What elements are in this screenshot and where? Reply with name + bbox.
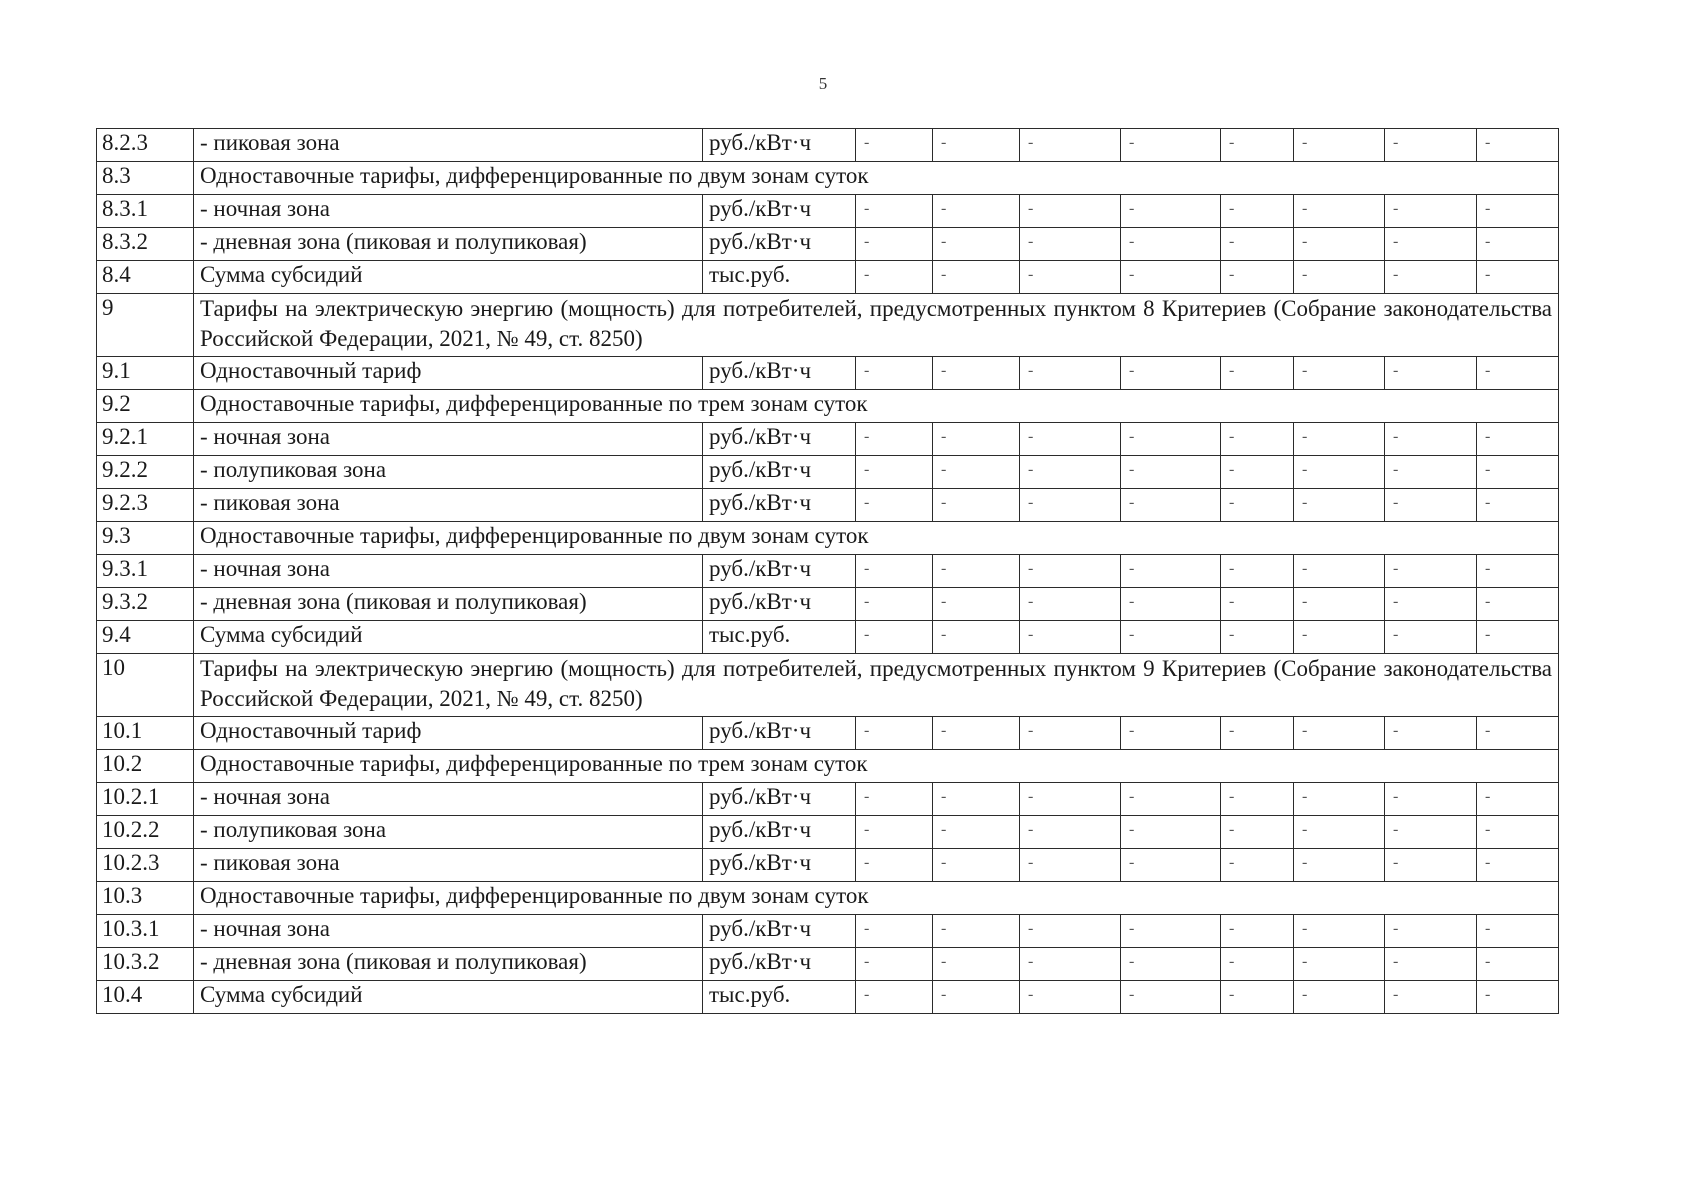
value-cell: - (1477, 849, 1559, 882)
value-cell: - (1020, 783, 1121, 816)
table-row (97, 750, 1559, 783)
row-name: - полупиковая зона (194, 816, 703, 849)
value-cell: - (1294, 948, 1385, 981)
value-cell: - (1221, 228, 1294, 261)
table-row (97, 621, 1559, 654)
value-cell: - (1121, 456, 1221, 489)
value-cell: - (1294, 261, 1385, 294)
value-cell: - (1221, 849, 1294, 882)
value-cell: - (1020, 228, 1121, 261)
table-row (97, 261, 1559, 294)
value-cell: - (1121, 948, 1221, 981)
value-cell: - (1294, 357, 1385, 390)
value-cell: - (1294, 816, 1385, 849)
row-code: 8.4 (97, 261, 194, 294)
value-cell: - (1385, 129, 1477, 162)
row-unit: руб./кВт·ч (703, 357, 856, 390)
table-row (97, 882, 1559, 915)
value-cell: - (1121, 717, 1221, 750)
table-row (97, 948, 1559, 981)
row-unit: руб./кВт·ч (703, 489, 856, 522)
value-cell: - (856, 555, 933, 588)
row-code: 8.2.3 (97, 129, 194, 162)
value-cell: - (1477, 129, 1559, 162)
value-cell: - (1121, 228, 1221, 261)
subsection-heading: Одноставочные тарифы, дифференцированные по двум зонам суток (194, 162, 1559, 195)
subsection-heading: Одноставочные тарифы, дифференцированные по трем зонам суток (194, 390, 1559, 423)
table-row (97, 816, 1559, 849)
row-unit: тыс.руб. (703, 261, 856, 294)
value-cell: - (1294, 588, 1385, 621)
value-cell: - (933, 948, 1020, 981)
row-unit: руб./кВт·ч (703, 423, 856, 456)
value-cell: - (1221, 948, 1294, 981)
table-row (97, 555, 1559, 588)
value-cell: - (1477, 588, 1559, 621)
value-cell: - (1121, 555, 1221, 588)
value-cell: - (933, 621, 1020, 654)
subsection-heading: Одноставочные тарифы, дифференцированные по трем зонам суток (194, 750, 1559, 783)
row-code: 8.3.1 (97, 195, 194, 228)
value-cell: - (1121, 621, 1221, 654)
value-cell: - (1020, 456, 1121, 489)
row-unit: руб./кВт·ч (703, 195, 856, 228)
value-cell: - (856, 261, 933, 294)
value-cell: - (1385, 456, 1477, 489)
value-cell: - (856, 816, 933, 849)
value-cell: - (1477, 357, 1559, 390)
table-row (97, 489, 1559, 522)
row-unit: руб./кВт·ч (703, 228, 856, 261)
value-cell: - (1020, 621, 1121, 654)
value-cell: - (1385, 261, 1477, 294)
section-heading: Тарифы на электрическую энергию (мощность) для потребителей, предусмотренных пунктом 8 Критериев (Собрание законодательства Российской Федерации, 2021, № 49, ст. 8250) (194, 294, 1559, 357)
row-name: - ночная зона (194, 555, 703, 588)
row-name: - дневная зона (пиковая и полупиковая) (194, 948, 703, 981)
value-cell: - (1294, 915, 1385, 948)
row-code: 10.2.3 (97, 849, 194, 882)
value-cell: - (1020, 423, 1121, 456)
table-row (97, 294, 1559, 357)
value-cell: - (1294, 423, 1385, 456)
row-unit: руб./кВт·ч (703, 129, 856, 162)
value-cell: - (856, 195, 933, 228)
value-cell: - (1385, 195, 1477, 228)
value-cell: - (856, 423, 933, 456)
value-cell: - (1221, 915, 1294, 948)
value-cell: - (856, 489, 933, 522)
value-cell: - (1385, 228, 1477, 261)
value-cell: - (933, 816, 1020, 849)
row-code: 9.2.2 (97, 456, 194, 489)
row-code: 10.2 (97, 750, 194, 783)
table-row (97, 654, 1559, 717)
value-cell: - (856, 456, 933, 489)
value-cell: - (1294, 783, 1385, 816)
value-cell: - (1294, 555, 1385, 588)
row-unit: руб./кВт·ч (703, 915, 856, 948)
row-code: 10.3.2 (97, 948, 194, 981)
value-cell: - (1221, 588, 1294, 621)
value-cell: - (1477, 915, 1559, 948)
row-name: - пиковая зона (194, 129, 703, 162)
value-cell: - (1221, 423, 1294, 456)
value-cell: - (856, 783, 933, 816)
value-cell: - (1385, 555, 1477, 588)
table-body (97, 129, 1559, 1014)
row-name: - ночная зона (194, 195, 703, 228)
row-name: - ночная зона (194, 783, 703, 816)
table-row (97, 129, 1559, 162)
value-cell: - (1221, 129, 1294, 162)
value-cell: - (1477, 981, 1559, 1014)
table-row (97, 423, 1559, 456)
row-code: 10 (97, 654, 194, 717)
row-name: - ночная зона (194, 423, 703, 456)
value-cell: - (1477, 423, 1559, 456)
value-cell: - (1385, 621, 1477, 654)
value-cell: - (1477, 783, 1559, 816)
value-cell: - (1221, 261, 1294, 294)
value-cell: - (1385, 489, 1477, 522)
value-cell: - (1020, 816, 1121, 849)
row-name: Сумма субсидий (194, 981, 703, 1014)
value-cell: - (1020, 555, 1121, 588)
value-cell: - (1385, 981, 1477, 1014)
value-cell: - (933, 783, 1020, 816)
value-cell: - (1477, 948, 1559, 981)
value-cell: - (1221, 357, 1294, 390)
row-unit: руб./кВт·ч (703, 588, 856, 621)
value-cell: - (1477, 816, 1559, 849)
table-row (97, 981, 1559, 1014)
value-cell: - (1020, 717, 1121, 750)
value-cell: - (1121, 981, 1221, 1014)
value-cell: - (856, 357, 933, 390)
table-row (97, 162, 1559, 195)
table-row (97, 717, 1559, 750)
value-cell: - (1221, 489, 1294, 522)
subsection-heading: Одноставочные тарифы, дифференцированные по двум зонам суток (194, 882, 1559, 915)
row-code: 9.2.3 (97, 489, 194, 522)
row-unit: руб./кВт·ч (703, 717, 856, 750)
row-name: - пиковая зона (194, 849, 703, 882)
row-unit: руб./кВт·ч (703, 555, 856, 588)
value-cell: - (1121, 849, 1221, 882)
row-name: Одноставочный тариф (194, 357, 703, 390)
row-code: 9 (97, 294, 194, 357)
value-cell: - (1294, 489, 1385, 522)
value-cell: - (1020, 129, 1121, 162)
value-cell: - (1121, 357, 1221, 390)
value-cell: - (1385, 357, 1477, 390)
value-cell: - (1121, 489, 1221, 522)
value-cell: - (856, 621, 933, 654)
page-number: 5 (818, 74, 828, 93)
value-cell: - (1020, 849, 1121, 882)
value-cell: - (933, 555, 1020, 588)
row-name: Сумма субсидий (194, 261, 703, 294)
value-cell: - (1294, 456, 1385, 489)
value-cell: - (1121, 783, 1221, 816)
value-cell: - (856, 228, 933, 261)
value-cell: - (856, 948, 933, 981)
value-cell: - (1221, 456, 1294, 489)
value-cell: - (1385, 948, 1477, 981)
value-cell: - (1294, 717, 1385, 750)
value-cell: - (1221, 621, 1294, 654)
table-row (97, 588, 1559, 621)
value-cell: - (856, 717, 933, 750)
table-row (97, 522, 1559, 555)
value-cell: - (933, 588, 1020, 621)
row-unit: тыс.руб. (703, 981, 856, 1014)
value-cell: - (1385, 717, 1477, 750)
value-cell: - (933, 717, 1020, 750)
value-cell: - (1477, 228, 1559, 261)
row-name: Одноставочный тариф (194, 717, 703, 750)
row-unit: руб./кВт·ч (703, 456, 856, 489)
row-code: 10.3.1 (97, 915, 194, 948)
value-cell: - (1020, 261, 1121, 294)
value-cell: - (1221, 717, 1294, 750)
section-heading: Тарифы на электрическую энергию (мощность) для потребителей, предусмотренных пунктом 9 Критериев (Собрание законодательства Российской Федерации, 2021, № 49, ст. 8250) (194, 654, 1559, 717)
row-name: - полупиковая зона (194, 456, 703, 489)
value-cell: - (1477, 555, 1559, 588)
value-cell: - (933, 357, 1020, 390)
value-cell: - (1020, 948, 1121, 981)
row-unit: руб./кВт·ч (703, 948, 856, 981)
value-cell: - (1477, 489, 1559, 522)
row-code: 10.4 (97, 981, 194, 1014)
value-cell: - (1385, 816, 1477, 849)
table-row (97, 783, 1559, 816)
value-cell: - (1477, 621, 1559, 654)
row-unit: тыс.руб. (703, 621, 856, 654)
value-cell: - (1121, 261, 1221, 294)
value-cell: - (856, 981, 933, 1014)
row-name: - ночная зона (194, 915, 703, 948)
table-row (97, 849, 1559, 882)
value-cell: - (856, 129, 933, 162)
value-cell: - (1294, 228, 1385, 261)
value-cell: - (1020, 195, 1121, 228)
table-row (97, 915, 1559, 948)
value-cell: - (1121, 816, 1221, 849)
value-cell: - (1020, 357, 1121, 390)
value-cell: - (933, 228, 1020, 261)
row-code: 9.1 (97, 357, 194, 390)
value-cell: - (1020, 981, 1121, 1014)
row-name: - пиковая зона (194, 489, 703, 522)
row-name: - дневная зона (пиковая и полупиковая) (194, 588, 703, 621)
value-cell: - (933, 456, 1020, 489)
table-row (97, 195, 1559, 228)
row-code: 9.3.1 (97, 555, 194, 588)
row-code: 9.3 (97, 522, 194, 555)
value-cell: - (933, 423, 1020, 456)
value-cell: - (933, 195, 1020, 228)
table-row (97, 390, 1559, 423)
row-code: 10.3 (97, 882, 194, 915)
value-cell: - (1121, 195, 1221, 228)
value-cell: - (933, 129, 1020, 162)
value-cell: - (1385, 915, 1477, 948)
row-code: 9.4 (97, 621, 194, 654)
value-cell: - (933, 849, 1020, 882)
value-cell: - (1477, 717, 1559, 750)
value-cell: - (933, 981, 1020, 1014)
row-code: 10.1 (97, 717, 194, 750)
subsection-heading: Одноставочные тарифы, дифференцированные по двум зонам суток (194, 522, 1559, 555)
value-cell: - (1221, 195, 1294, 228)
value-cell: - (1294, 849, 1385, 882)
value-cell: - (1385, 423, 1477, 456)
row-unit: руб./кВт·ч (703, 783, 856, 816)
row-name: - дневная зона (пиковая и полупиковая) (194, 228, 703, 261)
row-name: Сумма субсидий (194, 621, 703, 654)
value-cell: - (1121, 129, 1221, 162)
row-code: 9.2 (97, 390, 194, 423)
value-cell: - (1020, 588, 1121, 621)
row-code: 8.3.2 (97, 228, 194, 261)
row-code: 9.2.1 (97, 423, 194, 456)
value-cell: - (1121, 588, 1221, 621)
table-row (97, 357, 1559, 390)
value-cell: - (933, 489, 1020, 522)
value-cell: - (1385, 588, 1477, 621)
value-cell: - (1221, 981, 1294, 1014)
value-cell: - (1121, 915, 1221, 948)
row-unit: руб./кВт·ч (703, 816, 856, 849)
value-cell: - (856, 588, 933, 621)
value-cell: - (1477, 456, 1559, 489)
value-cell: - (1294, 195, 1385, 228)
row-code: 10.2.1 (97, 783, 194, 816)
value-cell: - (1385, 783, 1477, 816)
tariff-table (96, 128, 1559, 1014)
value-cell: - (933, 261, 1020, 294)
value-cell: - (1385, 849, 1477, 882)
value-cell: - (1477, 195, 1559, 228)
value-cell: - (1121, 423, 1221, 456)
value-cell: - (933, 915, 1020, 948)
value-cell: - (1221, 555, 1294, 588)
value-cell: - (1221, 783, 1294, 816)
value-cell: - (1294, 129, 1385, 162)
row-code: 10.2.2 (97, 816, 194, 849)
value-cell: - (1020, 915, 1121, 948)
table-row (97, 228, 1559, 261)
value-cell: - (1294, 621, 1385, 654)
row-code: 9.3.2 (97, 588, 194, 621)
value-cell: - (1020, 489, 1121, 522)
table-row (97, 456, 1559, 489)
value-cell: - (1477, 261, 1559, 294)
value-cell: - (1294, 981, 1385, 1014)
row-unit: руб./кВт·ч (703, 849, 856, 882)
value-cell: - (856, 849, 933, 882)
row-code: 8.3 (97, 162, 194, 195)
value-cell: - (856, 915, 933, 948)
value-cell: - (1221, 816, 1294, 849)
